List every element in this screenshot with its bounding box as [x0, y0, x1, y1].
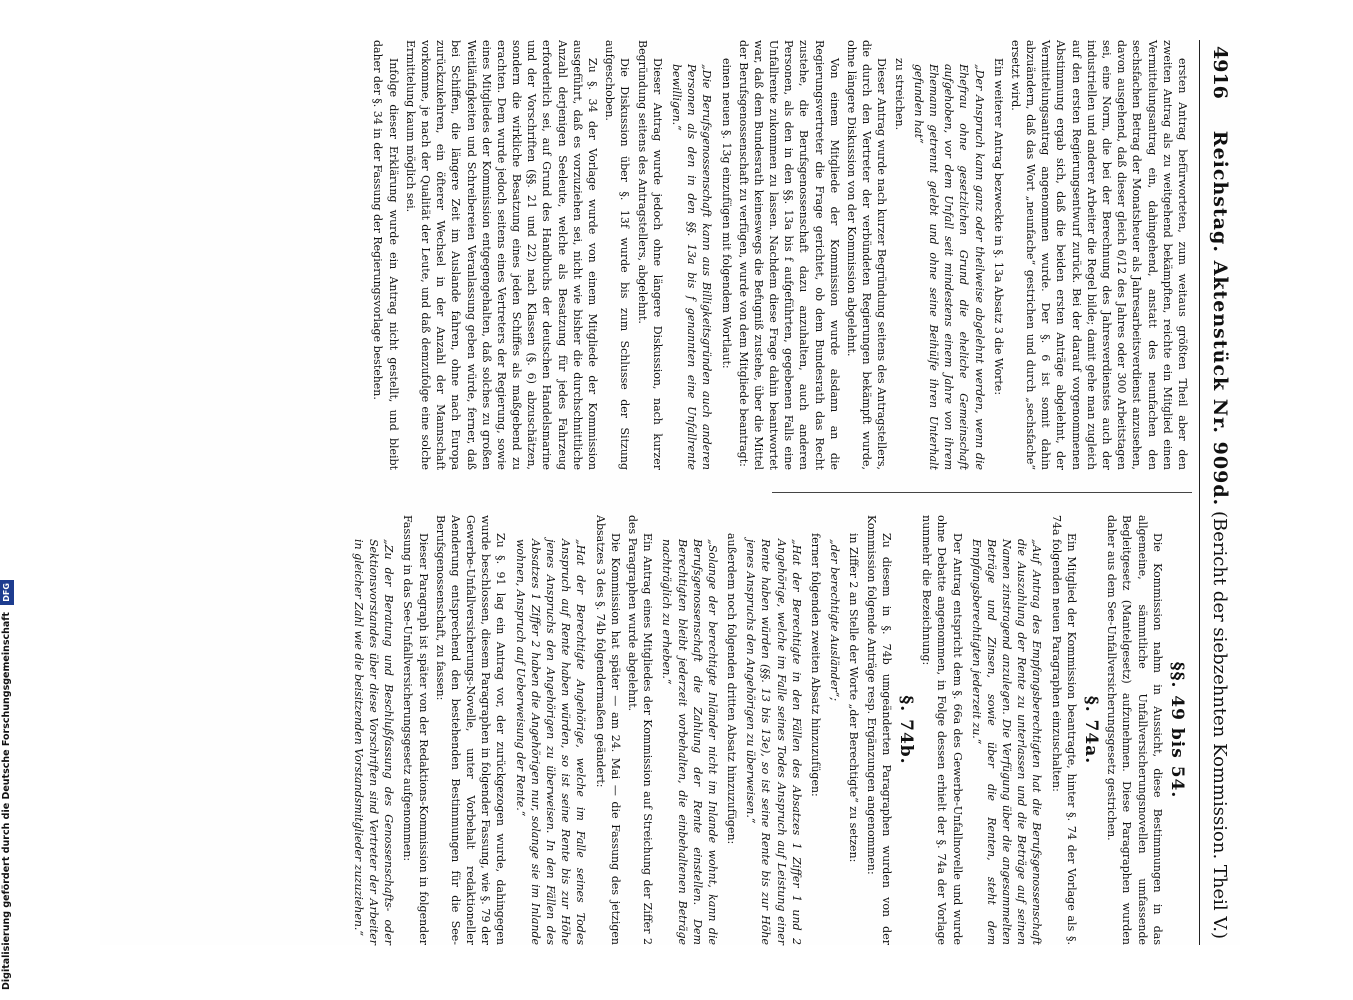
- left-paragraph: „Die Berufsgenossenschaft kann aus Billigkeitsgründen auch anderen Personen als den in den §§. 13a bis f genannten eine Unfallrente bewilligen.“: [670, 64, 714, 470]
- left-paragraph: Von einem Mitgliede der Kommission wurde alsdann an die Regierungsvertreter die Frage gerichtet, ob dem Bundesrath das Recht zustehe, die Berufsgenossenschaft dazu anzuhalten, auch anderen Personen, als den in den §§. 13a bis f aufgeführten, gegebenen Falls eine Unfallrente zukommen zu lassen. Nachdem diese Frage dahin beantwortet war, daß dem Bundesrath keineswegs die Befugniß zustehe, über die Mittel der Berufsgenossenschaft zu verfügen, wurde von dem Mitgliede beantragt:: [736, 40, 841, 470]
- left-paragraph: Ein weiterer Antrag bezweckte in §. 13a Absatz 3 die Worte:: [991, 58, 1005, 396]
- left-paragraph: Zu §. 34 der Vorlage wurde von einem Mitgliede der Kommission ausgeführt, daß es vorzuziehen sei, nicht wie bisher die durchschnittliche Anzahl derjenigen Seeleute, welche als Besatzung für jedes Fahrzeug erforderlich sei, auf Grund des Handbuchs der deutschen Handelsmarine und der Vorschriften (§§. 21 und 22) nach Klassen (§. 6) abzuschätzen, sondern die wirkliche Besatzung eines jeden Schiffes als maßgebend zu erachten. Dem wurde jedoch seitens eines Vertreters der Regierung, sowie eines Mitgliedes der Kommission entgegengehalten, daß solches zu großen Weitläufigkeiten und Schreibereien Veranlassung geben würde, ferner, daß bei Schiffen, die längere Zeit im Auslande fahren, ohne nach Europa zurückzukehren, ein öfterer Wechsel in der Anzahl der Mannschaft vorkomme, je nach der Qualität der Leute, und daß demzufolge eine solche Ermittelung kaum möglich sei.: [403, 40, 600, 470]
- section-heading: §§. 49 bis 54.: [1167, 661, 1187, 799]
- right-paragraph: Die Kommission hat später — am 24. Mai — die Fassung des jetzigen Absatzes 3 des §. 74b folgendermaßen geändert:: [593, 515, 622, 945]
- page-number: 4916: [1209, 46, 1231, 99]
- left-paragraph: Dieser Antrag wurde nach kurzer Begründung seitens des Antragstellers, die durch den Vertreter der verbündeten Regierungen bekämpft wurde, ohne längere Diskussion von der Kommission abgelehnt.: [845, 40, 889, 470]
- left-paragraph: „Der Anspruch kann ganz oder theilweise abgelehnt werden, wenn die Ehefrau ohne gesetzlichen Grund die eheliche Gemeinschaft aufgehoben, vor dem Unfall seit mindestens einem Jahre von ihrem Ehemann getrennt gelebt und ohne seine Beihülfe ihren Unterhalt gefunden hat“: [911, 64, 986, 470]
- column-divider: [772, 492, 1192, 493]
- right-paragraph: außerdem noch folgenden dritten Absatz hinzuzufügen:: [725, 533, 739, 845]
- page-title: Reichstag. Aktenstück Nr. 909d.: [1209, 130, 1231, 507]
- quoted-text: „Auf Antrag des Empfangsberechtigten hat die Berufsgenossenschaft die Auszahlung der Rente zu unterlassen und die Beträge auf seinen Namen zinstragend anzulegen. Die Verfügung über die angesammelten Beträge und Zinsen, sowie über die Renten, steht dem Empfangsberechtigten jederzeit zu.“: [969, 539, 1044, 945]
- right-paragraph: Zu §. 91 lag ein Antrag vor, der zurückgezogen wurde, dahingegen wurde beschlossen, diesem Paragraphen in folgender Fassung, wie §. 79 der Gewerbe-Unfallversicherungs-Novelle, unter Vorbehalt redaktioneller Aenderung entsprechend den bestehenden Bestimmungen für die See-Berufsgenossenschaft, zu fassen:: [433, 515, 508, 945]
- funding-sidebar: [0, 0, 14, 1000]
- left-paragraph: einen neuen §. 13g einzufügen mit folgendem Wortlaut:: [719, 58, 733, 369]
- right-paragraph: Ein Antrag eines Mitgliedes der Kommission auf Streichung der Ziffer 2 des Paragraphen wurde abgelehnt.: [626, 515, 655, 945]
- left-paragraph: Dieser Antrag wurde jedoch ohne längere Diskussion, nach kurzer Begründung seitens des Antragstellers, abgelehnt.: [635, 40, 664, 470]
- funding-note-text: Digitalisierung gefördert durch die Deutsche Forschungsgemeinschaft: [1, 612, 12, 990]
- dfg-logo-icon: DFG: [0, 580, 14, 605]
- right-paragraph: Der Antrag entspricht dem §. 66a des Gewerbe-Unfallnovelle und wurde ohne Debatte angenommen, in Folge dessen erhielt der §. 74a der Vorlage nunmehr die Bezeichnung:: [920, 515, 964, 945]
- left-column: [368, 40, 1190, 470]
- left-paragraph: zu streichen.: [892, 58, 906, 131]
- section-heading: §. 74a.: [1081, 695, 1102, 765]
- page-header: [1199, 40, 1240, 945]
- quoted-text: „Zu der Beratung und Beschlußfassung des Genossenschafts- oder Sektionsvorstandes über diese Vorschriften sind Vertreter der Arbeiter in gleicher Zahl wie die beisitzenden Vorstandsmitglieder zuzuziehen.“: [351, 539, 396, 945]
- right-paragraph: in Ziffer 2 an Stelle der Worte „der Berechtigte“ zu setzen:: [847, 533, 861, 863]
- left-paragraph: Infolge dieser Erklärung wurde ein Antrag nicht gestellt, und bleibt daher der §. 34 in der Fassung der Regierungsvorlage bestehen.: [371, 40, 400, 470]
- section-heading: §. 74b.: [896, 695, 916, 765]
- quoted-text: „der berechtigte Ausländer“;: [828, 539, 842, 701]
- left-paragraph: ersten Antrag befürworteten, zum weitaus größten Theil aber den zweiten Antrag als zu weitgehend bekämpften, reichte ein Mitglied einen Vermittelungsantrag ein, dahingehend, anstatt des neunfachen den sechsfachen Betrag der Monatsheuer als Jahresarbeitsverdienst anzusehen, davon ausgehend, daß dieser gleich 6/12 des Jahres oder 300 Arbeitstagen sei, eine Norm, die bei der Berechnung des Jahresverdienstes auch der industriellen und anderer Arbeiter die Regel bilde; damit gehe man zugleich auf den ersten Regierungsentwurf zurück. Bei der darauf vorgenommenen Abstimmung ergab sich, daß die beiden ersten Anträge abgelehnt, der Vermittelungsantrag angenommen wurde. Der §. 6 ist somit dahin abzuändern, daß das Wort „neunfache“ gestrichen und durch „sechsfache“ ersetzt wird.: [1008, 40, 1189, 470]
- right-paragraph: ferner folgenden zweiten Absatz hinzuzufügen:: [809, 533, 823, 797]
- right-paragraph: Dieser Paragraph ist später von der Redaktions-Kommission in folgender Fassung in das See-Unfallversicherungsgesetz aufgenommen:: [401, 515, 430, 945]
- rotated-document: [100, 40, 1240, 945]
- right-paragraph: Zu diesem in §. 74b umgeänderten Paragraphen wurden von der Kommission folgende Anträge resp. Ergänzungen angenommen:: [864, 515, 893, 945]
- funding-note: [0, 30, 14, 990]
- right-paragraph: Ein Mitglied der Kommission beantragte, hinter §. 74 der Vorlage als §. 74a folgenden neuen Paragraphen einzuschalten:: [1049, 515, 1078, 945]
- right-paragraph: Die Kommission nahm in Aussicht, diese Bestimmungen in das allgemeine, sämmtliche Unfallversicherungsnovellen umfassende Begleitgesetz (Mantelgesetz) aufzunehmen. Diese Paragraphen wurden daher aus dem See-Unfallversicherungsgesetz gestrichen.: [1105, 515, 1164, 945]
- quoted-text: „Hat der Berechtigte in den Fällen des Absatzes 1 Ziffer 1 und 2 Angehörige, welche im Falle seines Todes Anspruch auf Leistung einer Rente haben würden (§§. 13 bis 13e), so ist seine Rente bis zur Höhe jenes Anspruchs den Angehörigen zu überweisen.“: [744, 539, 803, 945]
- right-column: [347, 515, 1190, 945]
- quoted-text: „Hat der Berechtigte Angehörige, welche im Falle seines Todes Anspruch auf Rente haben würden, so ist seine Rente bis zur Höhe jenes Anspruchs den Angehörigen zu überweisen. In den Fällen des Absatzes 1 Ziffer 2 haben die Angehörigen nur, solange sie im Inlande wohnen, Anspruch auf Ueberweisung der Rente.“: [513, 539, 588, 945]
- left-paragraph: Die Diskussion über §. 13f wurde bis zum Schlusse der Sitzung aufgeschoben.: [603, 40, 632, 470]
- quoted-text: „Solange der berechtigte Inländer nicht im Inlande wohnt, kann die Berufsgenossenschaft die Zahlung der Rente einstellen. Dem Berechtigten bleibt jederzeit vorbehalten, die einbehaltenen Beträge nachträglich zu erheben.“: [660, 539, 719, 945]
- page-subtitle: (Bericht der siebzehnten Kommission. Theil V.): [1209, 511, 1231, 939]
